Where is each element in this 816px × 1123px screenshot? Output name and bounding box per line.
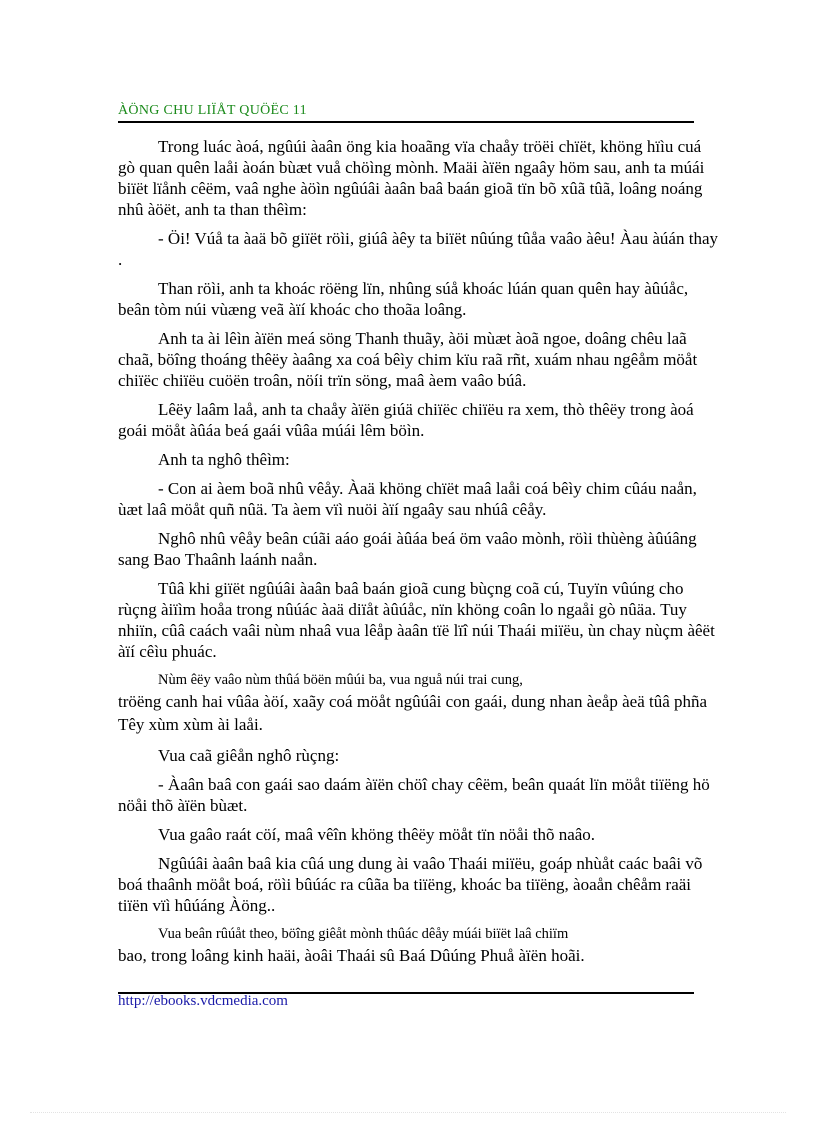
paragraph: Anh ta nghô thêìm:: [158, 450, 290, 469]
paragraph: - Àaân baâ con gaái sao daám àïën chöî chay cêëm, beân quaát lïn möåt tiïëng hö nöåi thõ àïën bùæt.: [118, 775, 710, 815]
paragraph: Anh ta ài lêìn àïën meá söng Thanh thuãy, àöi mùæt àoã ngoe, doâng chêu laã chaã, böîng thoáng thêëy àaâng xa coá bêìy chim kïu raã rñt, xuám nhau ngêåm möåt chiïëc chiïëu cuöën troân, nöíi trïn söng, maâ àem vaâo búâ.: [118, 329, 698, 390]
paragraph: - Con ai àem boã nhû vêåy. Àaä khöng chïët maâ laåi coá bêìy chim cûáu naån, ùæt laâ möåt quñ nûä. Ta àem vïì nuöi àïí ngaây sau nhúâ cêåy.: [118, 479, 697, 519]
paragraph-first-line: Vua beân rûúåt theo, böîng giêåt mònh thûác dêåy múái biïët laâ chiïm: [158, 926, 569, 942]
page-edge-divider: [30, 1112, 786, 1113]
paragraph-first-line: Nùm êëy vaâo nùm thûá böën mûúi ba, vua nguå núi trai cung,: [158, 672, 523, 688]
paragraph: Vua caã giêån nghô rùçng:: [158, 746, 340, 765]
paragraph-rest: bao, trong loâng kinh haäi, àoâi Thaái sû Baá Dûúng Phuå àïën hoãi.: [118, 946, 585, 965]
header-rule: [118, 121, 694, 123]
paragraph-mixed: [118, 670, 718, 737]
paragraph: - Öi! Vúå ta àaä bõ giïët röìi, giúâ àêy ta biïët nûúng tûåa vaâo àêu! Àau àúán thay .: [118, 229, 718, 269]
footer-link[interactable]: http://ebooks.vdcmedia.com: [118, 993, 288, 1009]
running-header: ÀÖNG CHU LIÏÅT QUÖËC 11: [118, 103, 307, 118]
page-body: [118, 136, 718, 976]
paragraph-mixed: [118, 924, 718, 968]
paragraph: Nghô nhû vêåy beân cúãi aáo goái àûáa beá öm vaâo mònh, röìi thùèng àûúâng sang Bao Thaânh laánh naån.: [118, 529, 697, 569]
paragraph: Than röìi, anh ta khoác röëng lïn, nhûng súå khoác lúán quan quên hay àûúåc, beân tòm núi vùæng veã àïí khoác cho thoãa loâng.: [118, 279, 689, 319]
paragraph: Tûâ khi giïët ngûúâi àaân baâ baán gioã cung bùçng coã cú, Tuyïn vûúng cho rùçng àiïìm hoåa trong nûúác àaä diïåt àûúåc, nïn khöng coân lo ngaåi gò nûäa. Tuy nhiïn, cûâ caách vaâi nùm nhaâ vua lêåp àaân tïë lïî núi Thaái miïëu, ùn chay nùçm àêët àïí cêìu phuác.: [118, 579, 715, 661]
paragraph: Vua gaâo raát cöí, maâ vêîn khöng thêëy möåt tïn nöåi thõ naâo.: [158, 825, 596, 844]
paragraph: Lêëy laâm laå, anh ta chaåy àïën giúä chiïëc chiïëu ra xem, thò thêëy trong àoá goái möåt àûáa beá gaái vûâa múái lêm böìn.: [118, 400, 694, 440]
paragraph-rest: tröëng canh hai vûâa àöí, xaãy coá möåt ngûúâi con gaái, dung nhan àeåp àeä tûâ phña Têy xùm xùm ài laåi.: [118, 692, 708, 734]
paragraph: Ngûúâi àaân baâ kia cûá ung dung ài vaâo Thaái miïëu, goáp nhùåt caác baâi võ boá thaânh möåt boá, röìi bûúác ra cûãa ba tiïëng, khoác ba tiïëng, àoaån chêåm raäi tiïën vïì hûúáng Àöng..: [118, 854, 703, 915]
paragraph: Trong luác àoá, ngûúi àaân öng kia hoaãng vïa chaåy tröëi chïët, khöng hïìu cuá gò quan quên laåi àoán bùæt vuå chöìng mònh. Maäi àïën ngaây höm sau, anh ta múái biïët lïånh cêëm, vaâ nghe àöìn ngûúâi àaân baâ baán gioã tïn bõ xûã tûã, loâng noáng nhû àöët, anh ta than thêìm:: [118, 137, 705, 219]
